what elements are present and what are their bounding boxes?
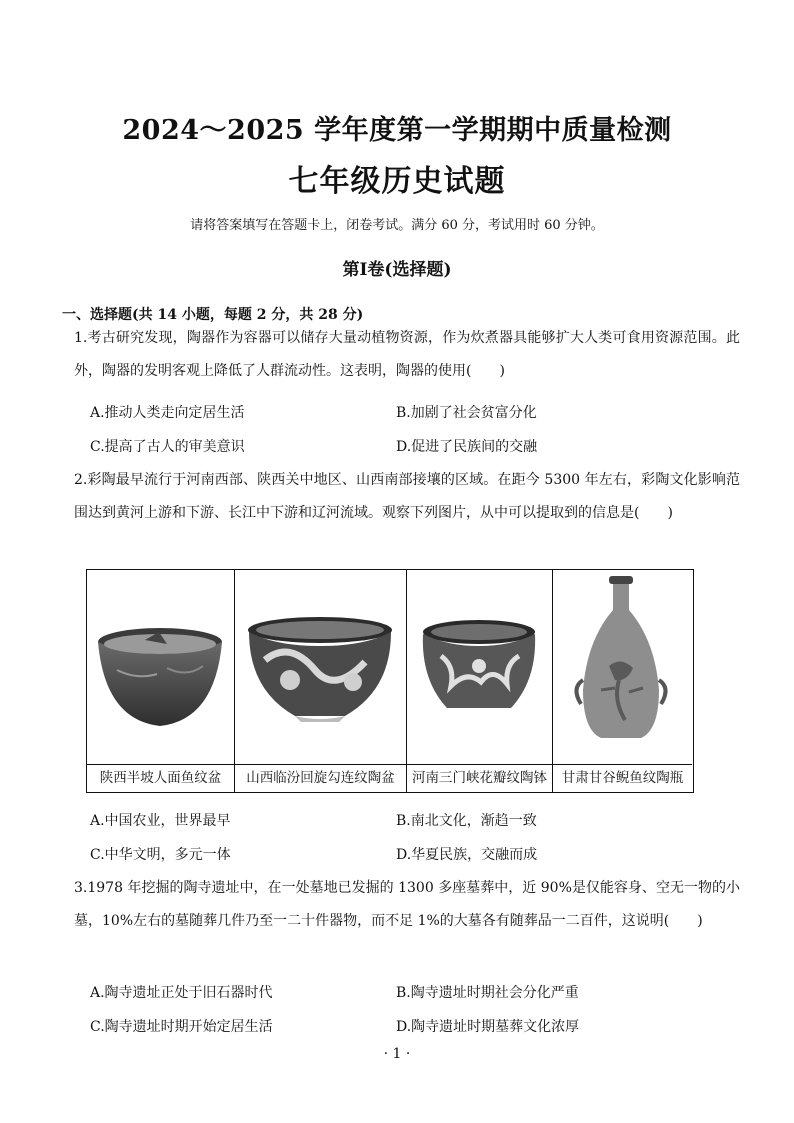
question-1-option-d[interactable]: D.促进了民族间的交融 [396, 439, 538, 455]
question-1-option-b[interactable]: B.加剧了社会贫富分化 [396, 405, 537, 421]
volume-heading: 第Ⅰ卷(选择题) [342, 260, 452, 280]
figure-caption-4: 甘肃甘谷鲵鱼纹陶瓶 [553, 764, 692, 792]
figure-caption-2: 山西临汾回旋勾连纹陶盆 [235, 764, 406, 792]
question-2-option-b[interactable]: B.南北文化，渐趋一致 [396, 813, 537, 829]
section-heading: 一、选择题(共 14 小题，每题 2 分，共 28 分) [62, 307, 364, 323]
swirl-pattern-basin-image [235, 570, 405, 766]
question-3-option-a[interactable]: A.陶寺遗址正处于旧石器时代 [90, 985, 273, 1001]
question-2-option-a[interactable]: A.中国农业，世界最早 [90, 813, 231, 829]
figure-caption-1: 陕西半坡人面鱼纹盆 [87, 764, 234, 792]
exam-title: 2024～2025 学年度第一学期期中质量检测 [122, 115, 672, 146]
figure-caption-3: 河南三门峡花瓣纹陶钵 [407, 764, 552, 792]
question-2-stem: 2.彩陶最早流行于河南西部、陕西关中地区、山西南部接壤的区域。在距今 5300 年左右，彩陶文化影响范围达到黄河上游和下游、长江中下游和辽河流域。观察下列图片，从中可以提取到的信息是( ) [74, 472, 740, 521]
pottery-figure-table [86, 569, 694, 793]
exam-instructions: 请将答案填写在答题卡上，闭卷考试。满分 60 分，考试用时 60 分钟。 [190, 218, 604, 233]
figure-cell-sanmenxia-bowl [407, 570, 553, 792]
question-3-option-b[interactable]: B.陶寺遗址时期社会分化严重 [396, 985, 579, 1001]
exam-subtitle: 七年级历史试题 [288, 164, 506, 199]
question-1-stem: 1.考古研究发现，陶器作为容器可以储存大量动植物资源，作为炊煮器具能够扩大人类可食用资源范围。此外，陶器的发明客观上降低了人群流动性。这表明，陶器的使用( ) [74, 330, 740, 379]
figure-cell-banpo-basin [87, 570, 235, 792]
question-3-stem: 3.1978 年挖掘的陶寺遗址中，在一处墓地已发掘的 1300 多座墓葬中，近 90%是仅能容身、空无一物的小墓，10%左右的墓随葬几件乃至一二十件器物，而不足 1%的大墓各有随葬品一二百件，这说明( ) [74, 880, 740, 929]
question-3-option-d[interactable]: D.陶寺遗址时期墓葬文化浓厚 [396, 1019, 580, 1035]
question-1-option-a[interactable]: A.推动人类走向定居生活 [90, 405, 245, 421]
question-2-option-c[interactable]: C.中华文明，多元一体 [90, 847, 231, 863]
fish-face-basin-image [87, 570, 233, 766]
page-number: · 1 · [383, 1046, 411, 1062]
question-1-option-c[interactable]: C.提高了古人的审美意识 [90, 439, 245, 455]
question-2-option-d[interactable]: D.华夏民族，交融而成 [396, 847, 538, 863]
question-3-option-c[interactable]: C.陶寺遗址时期开始定居生活 [90, 1019, 273, 1035]
petal-pattern-bowl-image [407, 570, 551, 766]
figure-cell-linfen-basin [235, 570, 407, 792]
figure-cell-gangu-bottle [553, 570, 692, 792]
salamander-bottle-image [553, 570, 690, 766]
